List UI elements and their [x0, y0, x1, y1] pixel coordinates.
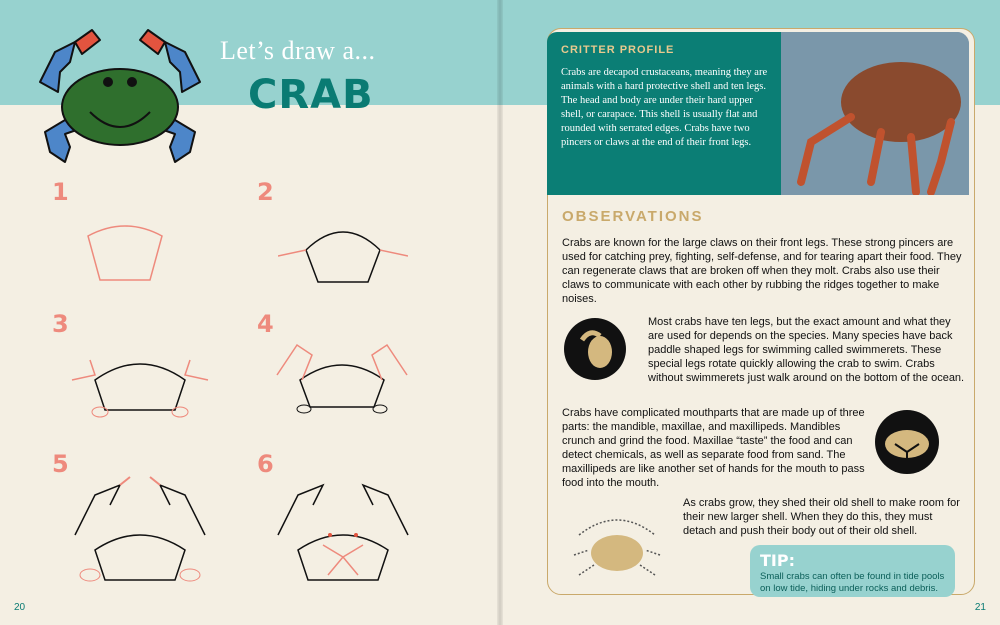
observation-paragraph-2: Most crabs have ten legs, but the exact amount and what they are used for depends on the species. Many species have back paddle shaped legs for swimming called swimmerets. These special legs rotate quickly allowing the crab to swim. Crabs without swimmerets just walk around on the bottom of the ocean.: [648, 316, 965, 385]
observation-paragraph-3: Crabs have complicated mouthparts that are made up of three parts: the mandible, maxillae, and maxillipeds. Mandibles crunch and grind the food. Maxillae “taste” the food and can detect chemicals, as well as separate food from sand. The maxillipeds are like another set of hands for the mouth to pass food into the mouth.: [562, 407, 865, 490]
step-3-drawing: [70, 350, 210, 420]
tip-box: [750, 545, 955, 597]
mouthparts-icon: [875, 410, 939, 474]
title-small: Let’s draw a...: [220, 36, 376, 65]
critter-profile-text: Crabs are decapod crustaceans, meaning they are animals with a hard protective shell and ten legs. The head and body are under their hard upper shell, or carapace. This shell is usually flat and rounded with serrated edges. Crabs have two pincers or claws at the end of their front legs.: [561, 67, 768, 148]
molting-crab-icon: [569, 505, 665, 585]
page-number: 20: [14, 602, 26, 613]
left-page: [0, 0, 497, 625]
step-1-drawing: [80, 218, 170, 288]
step-number: 1: [52, 178, 69, 206]
step-number: 4: [257, 310, 274, 338]
step-4-drawing: [272, 335, 412, 415]
page-number: 21: [974, 602, 986, 613]
swimmeret-icon: [564, 318, 626, 380]
step-number: 3: [52, 310, 69, 338]
step-number: 6: [257, 450, 274, 478]
observation-paragraph-4: As crabs grow, they shed their old shell to make room for their new larger shell. When they do this, they must detach and push their body out of their old shell.: [683, 497, 960, 538]
step-6-drawing: [268, 475, 418, 595]
step-number: 5: [52, 450, 69, 478]
crab-illustration: [30, 22, 210, 172]
tip-heading: TIP:: [760, 551, 795, 570]
step-5-drawing: [65, 475, 215, 595]
crab-photo-image: [781, 32, 969, 195]
observation-paragraph-1: Crabs are known for the large claws on their front legs. These strong pincers are used for catching prey, fighting, self-defense, and for tearing apart their food. They can regenerate claws that are broken off when they molt. Crabs also use their claws to communicate with each other by rubbing the ridges together to make noises.: [562, 237, 962, 306]
step-2-drawing: [278, 212, 408, 292]
critter-profile-heading: CRITTER PROFILE: [561, 44, 675, 56]
critter-profile-box: [547, 32, 781, 195]
right-page: [503, 0, 1000, 625]
crab-photo: [781, 32, 969, 195]
tip-text: Small crabs can often be found in tide pools on low tide, hiding under rocks and debris.: [760, 571, 945, 594]
step-number: 2: [257, 178, 274, 206]
title-big: CRAB: [248, 72, 374, 118]
observations-heading: OBSERVATIONS: [562, 208, 704, 225]
